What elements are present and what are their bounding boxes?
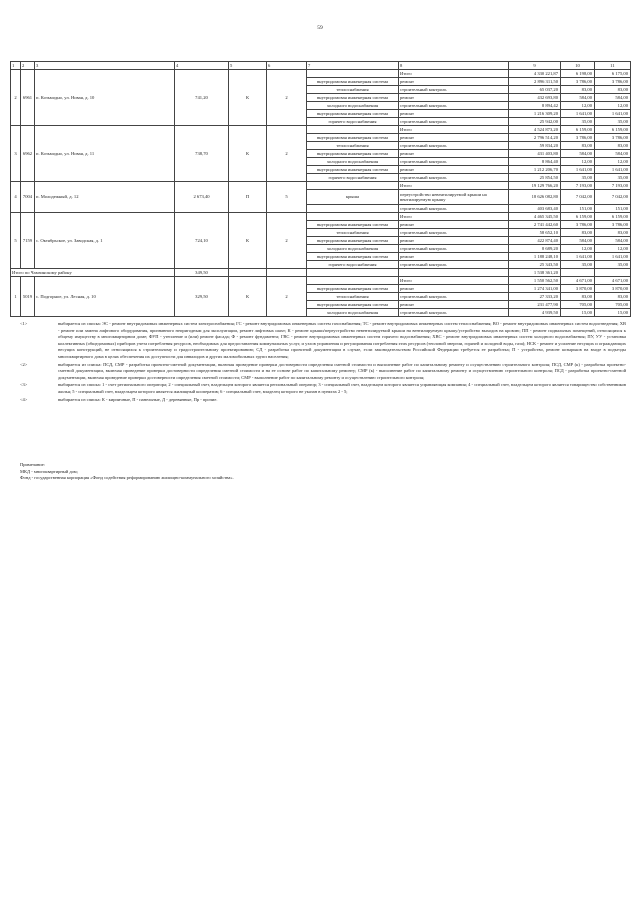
work-type-cell: строительный контроль bbox=[399, 86, 509, 94]
row-number: 2 bbox=[11, 70, 21, 126]
table-row bbox=[11, 126, 631, 134]
system-cell bbox=[307, 277, 399, 285]
work-type-cell: ремонт bbox=[399, 253, 509, 261]
system-cell bbox=[307, 213, 399, 221]
cost-cell: 1 216 309,20 bbox=[509, 110, 561, 118]
system-cell: холодного водоснабжения bbox=[307, 309, 399, 317]
column-header: 8 bbox=[399, 62, 509, 70]
table-row bbox=[11, 277, 631, 285]
work-type-cell: ремонт bbox=[399, 78, 509, 86]
work-type-cell: ремонт bbox=[399, 134, 509, 142]
system-cell: внутридомовая инженерная система bbox=[307, 166, 399, 174]
unit-cost-cell: 1 641,00 bbox=[561, 166, 595, 174]
unit-cost-cell: 83,00 bbox=[561, 293, 595, 301]
work-type-cell: Итого bbox=[399, 277, 509, 285]
limit-cost-cell: 7 193,00 bbox=[595, 182, 631, 190]
table-row bbox=[11, 70, 631, 78]
column-header: 11 bbox=[595, 62, 631, 70]
wall-material: К bbox=[229, 70, 267, 126]
system-cell bbox=[307, 205, 399, 213]
work-type-cell: ремонт bbox=[399, 221, 509, 229]
limit-cost-cell: 584,00 bbox=[595, 94, 631, 102]
unit-cost-cell: 3 786,00 bbox=[561, 134, 595, 142]
cost-cell: 4 939,50 bbox=[509, 309, 561, 317]
column-header: 10 bbox=[561, 62, 595, 70]
system-cell: внутридомовая инженерная система bbox=[307, 150, 399, 158]
floors: 2 bbox=[267, 70, 307, 126]
unit-cost-cell: 3 786,00 bbox=[561, 78, 595, 86]
cost-cell: 25 854,50 bbox=[509, 174, 561, 182]
work-type-cell: строительный контроль bbox=[399, 158, 509, 166]
house-address: с. Подгорное, ул. Лесная, д. 10 bbox=[35, 277, 175, 317]
column-header: 5 bbox=[229, 62, 267, 70]
limit-cost-cell: 584,00 bbox=[595, 237, 631, 245]
work-type-cell: ремонт bbox=[399, 285, 509, 293]
limit-cost-cell: 3 870,00 bbox=[595, 285, 631, 293]
system-cell: горячего водоснабжения bbox=[307, 261, 399, 269]
work-type-cell: ремонт bbox=[399, 150, 509, 158]
system-cell: теплоснабжения bbox=[307, 293, 399, 301]
column-header: 4 bbox=[175, 62, 229, 70]
house-address: п. Козьмодно, ул. Новая, д. 11 bbox=[35, 126, 175, 182]
unit-cost-cell: 35,00 bbox=[561, 174, 595, 182]
unit-cost-cell: 151,00 bbox=[561, 205, 595, 213]
unit-cost-cell: 83,00 bbox=[561, 229, 595, 237]
table-cell bbox=[595, 269, 631, 277]
table-cell bbox=[561, 269, 595, 277]
limit-cost-cell: 83,00 bbox=[595, 229, 631, 237]
system-cell bbox=[307, 126, 399, 134]
limit-cost-cell: 35,00 bbox=[595, 261, 631, 269]
floors: 2 bbox=[267, 126, 307, 182]
work-type-cell: Итого bbox=[399, 213, 509, 221]
work-type-cell: Итого bbox=[399, 126, 509, 134]
footnote bbox=[20, 397, 626, 404]
footnote-mark: <4> bbox=[20, 396, 28, 402]
column-header: 1 bbox=[11, 62, 21, 70]
unit-cost-cell: 12,00 bbox=[561, 245, 595, 253]
system-cell: внутридомовая инженерная система bbox=[307, 110, 399, 118]
limit-cost-cell: 12,00 bbox=[595, 158, 631, 166]
system-cell: холодного водоснабжения bbox=[307, 245, 399, 253]
house-area: 738,70 bbox=[175, 126, 229, 182]
footnote-mark: <3> bbox=[20, 382, 28, 388]
limit-cost-cell: 12,00 bbox=[595, 245, 631, 253]
footnote-mark: <1> bbox=[20, 321, 28, 326]
work-type-cell: ремонт bbox=[399, 237, 509, 245]
system-cell: внутридомовая инженерная система bbox=[307, 134, 399, 142]
cost-cell: 403 683,40 bbox=[509, 205, 561, 213]
unit-cost-cell: 6 159,00 bbox=[561, 213, 595, 221]
cost-cell: 1 188 248,10 bbox=[509, 253, 561, 261]
cost-cell: 431 403,80 bbox=[509, 150, 561, 158]
system-cell: холодного водоснабжения bbox=[307, 158, 399, 166]
table-row bbox=[11, 213, 631, 221]
system-cell: теплоснабжения bbox=[307, 142, 399, 150]
work-type-cell: строительный контроль bbox=[399, 118, 509, 126]
work-type-cell: строительный контроль bbox=[399, 229, 509, 237]
work-type-cell: строительный контроль bbox=[399, 142, 509, 150]
table-row bbox=[11, 182, 631, 190]
row-number: 3 bbox=[11, 126, 21, 182]
remarks-line: Фонд - государственная корпорация «Фонд содействия реформированию жилищно-коммунального хозяйства». bbox=[20, 475, 234, 481]
unit-cost-cell: 83,00 bbox=[561, 86, 595, 94]
remarks-line: МКД - многоквартирный дом; bbox=[20, 468, 78, 474]
cost-cell: 58 652,10 bbox=[509, 229, 561, 237]
cost-cell: 19 129 766,20 bbox=[509, 182, 561, 190]
system-cell: внутридомовая инженерная система bbox=[307, 221, 399, 229]
house-address: с. Октябрьское, ул. Заводская, д. 1 bbox=[35, 213, 175, 269]
work-type-cell: ремонт bbox=[399, 110, 509, 118]
floors: 5 bbox=[267, 182, 307, 213]
system-cell: внутридомовая инженерная система bbox=[307, 78, 399, 86]
footnotes bbox=[20, 321, 626, 404]
unit-cost-cell: 1 641,00 bbox=[561, 253, 595, 261]
limit-cost-cell: 6 159,00 bbox=[595, 126, 631, 134]
column-header: 9 bbox=[509, 62, 561, 70]
work-type-cell: строительный контроль bbox=[399, 293, 509, 301]
system-cell: внутридомовая инженерная система bbox=[307, 253, 399, 261]
limit-cost-cell: 4 671,00 bbox=[595, 277, 631, 285]
unit-cost-cell: 3 786,00 bbox=[561, 221, 595, 229]
footnote-text: выбирается из списка: 1 - счет регионального оператора; 2 - специальный счет, владельцем которого является региональный оператор; 3 - специальный счет, владельцем которого является управляющая компания; 4 - специальный счет, владельцем которого является товарищество собственников жилья; 5 - специальный счет, владельцем которого является жилищный кооператив; 6 - специальный счет, владелец которого не указан в пунктах 2 - 5; bbox=[58, 382, 626, 394]
column-header: 7 bbox=[307, 62, 399, 70]
cost-cell: 1 212 206,70 bbox=[509, 166, 561, 174]
unit-cost-cell: 35,00 bbox=[561, 118, 595, 126]
limit-cost-cell: 7 042,00 bbox=[595, 190, 631, 205]
capital-repair-table bbox=[10, 61, 631, 317]
limit-cost-cell: 83,00 bbox=[595, 142, 631, 150]
work-type-cell: ремонт bbox=[399, 166, 509, 174]
cost-cell: 18 626 082,80 bbox=[509, 190, 561, 205]
limit-cost-cell: 83,00 bbox=[595, 86, 631, 94]
house-code: 6962 bbox=[21, 126, 35, 182]
system-cell: теплоснабжения bbox=[307, 86, 399, 94]
subtotal-label: Итого по Чамзинскому району bbox=[11, 269, 175, 277]
unit-cost-cell: 6 159,00 bbox=[561, 126, 595, 134]
system-cell: холодного водоснабжения bbox=[307, 102, 399, 110]
wall-material: П bbox=[229, 182, 267, 213]
column-header: 2 bbox=[21, 62, 35, 70]
remarks bbox=[20, 462, 420, 482]
work-type-cell: ремонт bbox=[399, 301, 509, 309]
system-cell bbox=[307, 182, 399, 190]
cost-cell: 432 693,80 bbox=[509, 94, 561, 102]
system-cell: теплоснабжения bbox=[307, 229, 399, 237]
unit-cost-cell: 12,00 bbox=[561, 102, 595, 110]
house-code: 6961 bbox=[21, 70, 35, 126]
unit-cost-cell: 12,00 bbox=[561, 158, 595, 166]
limit-cost-cell: 83,00 bbox=[595, 293, 631, 301]
unit-cost-cell: 584,00 bbox=[561, 237, 595, 245]
work-type-cell: строительный контроль bbox=[399, 205, 509, 213]
limit-cost-cell: 584,00 bbox=[595, 150, 631, 158]
footnote bbox=[20, 362, 626, 382]
house-address: п. Молодежный, д. 12 bbox=[35, 182, 175, 213]
work-type-cell: переустройство невентилируемой крыши на вентилируемую крышу bbox=[399, 190, 509, 205]
system-cell bbox=[307, 70, 399, 78]
limit-cost-cell: 3 786,00 bbox=[595, 134, 631, 142]
system-cell: крыша bbox=[307, 190, 399, 205]
unit-cost-cell: 584,00 bbox=[561, 94, 595, 102]
footnote bbox=[20, 382, 626, 395]
limit-cost-cell: 12,00 bbox=[595, 102, 631, 110]
limit-cost-cell: 15,00 bbox=[595, 309, 631, 317]
cost-cell: 422 874,40 bbox=[509, 237, 561, 245]
wall-material: К bbox=[229, 277, 267, 317]
house-area: 329,50 bbox=[175, 277, 229, 317]
system-cell: внутридомовая инженерная система bbox=[307, 285, 399, 293]
footnote-text: выбирается из списка: ПСД, СМР - разработка проектно-сметной документации, включая проведение проверки достоверности определения сметной стоимости и выполнение работ по капитальному ремонту и осуществлению строительного контроля; ПСД, СМР (к) - разработка проектно-сметной документации, включая проведение проверки достоверности определения сметной стоимости и на ее основе работ по капитальному ремонту; СМР (к) - выполнение работ по капитальному ремонту и осуществлению строительного контроля; ПСД - разработка проектно-сметной документации, включая проведение проверки достоверности определения сметной стоимости; СМР - выполнение работ по капитальному ремонту и осуществлению строительного контроля; bbox=[58, 361, 626, 380]
cost-cell: 4 465 345,50 bbox=[509, 213, 561, 221]
cost-cell: 2 896 311,50 bbox=[509, 78, 561, 86]
cost-cell: 231 477,90 bbox=[509, 301, 561, 309]
cost-cell: 8 864,40 bbox=[509, 158, 561, 166]
unit-cost-cell: 6 198,00 bbox=[561, 70, 595, 78]
work-type-cell: ремонт bbox=[399, 94, 509, 102]
column-header: 6 bbox=[267, 62, 307, 70]
work-type-cell: строительный контроль bbox=[399, 261, 509, 269]
limit-cost-cell: 705,00 bbox=[595, 301, 631, 309]
cost-cell: 4 330 221,87 bbox=[509, 70, 561, 78]
footnote-mark: <2> bbox=[20, 361, 28, 367]
house-address: п. Козьмодно, ул. Новая, д. 10 bbox=[35, 70, 175, 126]
limit-cost-cell: 6 175,00 bbox=[595, 70, 631, 78]
subtotal-cost: 1 538 361,20 bbox=[509, 269, 561, 277]
unit-cost-cell: 584,00 bbox=[561, 150, 595, 158]
house-code: 7159 bbox=[21, 213, 35, 269]
limit-cost-cell: 1 641,00 bbox=[595, 253, 631, 261]
wall-material: К bbox=[229, 213, 267, 269]
table-cell bbox=[399, 269, 509, 277]
cost-cell: 8 894,42 bbox=[509, 102, 561, 110]
cost-cell: 25 343,50 bbox=[509, 261, 561, 269]
unit-cost-cell: 7 193,00 bbox=[561, 182, 595, 190]
unit-cost-cell: 705,00 bbox=[561, 301, 595, 309]
limit-cost-cell: 1 641,00 bbox=[595, 166, 631, 174]
cost-cell: 2 796 514,20 bbox=[509, 134, 561, 142]
house-area: 741,20 bbox=[175, 70, 229, 126]
footnote-text: выбирается из списка: ЭС - ремонт внутридомовых инженерных систем электроснабжения; ГС - ремонт внутридомовых инженерных систем газоснабжения; ТС - ремонт внутридомовых инженерных систем теплоснабжения; ВО - ремонт внутридомовых инженерных систем водоотведения; ХВ - ремонт или замена лифтового оборудования, признанного непригодным для эксплуатации, ремонт лифтовых шахт; К - ремонт крыши/переустройство невентилируемой крыши на вентилируемую крышу/устройство выходов на кровлю; ПП - ремонт подвальных помещений, относящихся к общему имуществу в многоквартирном доме; ФУП - утепление и (или) ремонт фасада; Ф - ремонт фундамента; ГВС - ремонт внутридомовых инженерных систем горячего водоснабжения; ХВС - ремонт внутридомовых инженерных систем холодного водоснабжения; ПУ, УУ - установка коллективных (общедомовых) приборов учета потребления ресурсов, необходимых для предоставления коммунальных услуг, и узлов управления и регулирования потребления этих ресурсов (тепловой энергии, горячей и холодной воды, газа); НСК - ремонт и усиление несущих и ограждающих несущих конструкций, не относящихся к строительному и градостроительному проектированию; СД - разработка проектной документации в случае, если законодательством Российской Федерации требуется ее разработка; П - устройство, ремонт козырьков на входе в подъезды многоквартирного дома в целях обеспечения их доступности для инвалидов и других маломобильных групп населения; bbox=[58, 321, 626, 359]
cost-cell: 4 524 873,20 bbox=[509, 126, 561, 134]
wall-material: К bbox=[229, 126, 267, 182]
subtotal-row bbox=[11, 269, 631, 277]
floors: 2 bbox=[267, 277, 307, 317]
cost-cell: 1 274 341,00 bbox=[509, 285, 561, 293]
work-type-cell: строительный контроль bbox=[399, 102, 509, 110]
work-type-cell: строительный контроль bbox=[399, 309, 509, 317]
row-number: 4 bbox=[11, 182, 21, 213]
system-cell: горячего водоснабжения bbox=[307, 174, 399, 182]
cost-cell: 59 834,20 bbox=[509, 142, 561, 150]
floors: 2 bbox=[267, 213, 307, 269]
cost-cell: 25 942,00 bbox=[509, 118, 561, 126]
footnote-text: выбирается из списка: К - кирпичные, П - панельные, Д - деревянные, Пр - прочие. bbox=[58, 396, 218, 402]
unit-cost-cell: 4 671,00 bbox=[561, 277, 595, 285]
remarks-title: Примечание: bbox=[20, 462, 45, 467]
table-header-row bbox=[11, 62, 631, 70]
table-cell bbox=[307, 269, 399, 277]
cost-cell: 65 037,20 bbox=[509, 86, 561, 94]
system-cell: внутридомовая инженерная система bbox=[307, 237, 399, 245]
page-number: 59 bbox=[317, 25, 323, 31]
unit-cost-cell: 15,00 bbox=[561, 309, 595, 317]
cost-cell: 8 689,20 bbox=[509, 245, 561, 253]
unit-cost-cell: 1 641,00 bbox=[561, 110, 595, 118]
unit-cost-cell: 35,00 bbox=[561, 261, 595, 269]
house-code: 7004 bbox=[21, 182, 35, 213]
cost-cell: 2 741 442,60 bbox=[509, 221, 561, 229]
footnote bbox=[20, 321, 626, 361]
unit-cost-cell: 83,00 bbox=[561, 142, 595, 150]
system-cell: внутридомовая инженерная система bbox=[307, 301, 399, 309]
limit-cost-cell: 3 786,00 bbox=[595, 221, 631, 229]
table-cell bbox=[267, 269, 307, 277]
limit-cost-cell: 6 159,00 bbox=[595, 213, 631, 221]
table-cell bbox=[229, 269, 267, 277]
work-type-cell: Итого bbox=[399, 182, 509, 190]
work-type-cell: строительный контроль bbox=[399, 245, 509, 253]
work-type-cell: строительный контроль bbox=[399, 174, 509, 182]
cost-cell: 27 333,20 bbox=[509, 293, 561, 301]
row-number: 1 bbox=[11, 277, 21, 317]
column-header: 3 bbox=[35, 62, 175, 70]
work-type-cell: Итого bbox=[399, 70, 509, 78]
unit-cost-cell: 3 870,00 bbox=[561, 285, 595, 293]
limit-cost-cell: 35,00 bbox=[595, 174, 631, 182]
cost-cell: 1 550 562,50 bbox=[509, 277, 561, 285]
subtotal-area: 349,50 bbox=[175, 269, 229, 277]
limit-cost-cell: 1 641,00 bbox=[595, 110, 631, 118]
row-number: 5 bbox=[11, 213, 21, 269]
unit-cost-cell: 7 042,00 bbox=[561, 190, 595, 205]
system-cell: внутридомовая инженерная система bbox=[307, 94, 399, 102]
limit-cost-cell: 3 786,00 bbox=[595, 78, 631, 86]
limit-cost-cell: 35,00 bbox=[595, 118, 631, 126]
system-cell: горячего водоснабжения bbox=[307, 118, 399, 126]
house-area: 2 673,40 bbox=[175, 182, 229, 213]
limit-cost-cell: 151,00 bbox=[595, 205, 631, 213]
house-area: 724,10 bbox=[175, 213, 229, 269]
house-code: 5019 bbox=[21, 277, 35, 317]
